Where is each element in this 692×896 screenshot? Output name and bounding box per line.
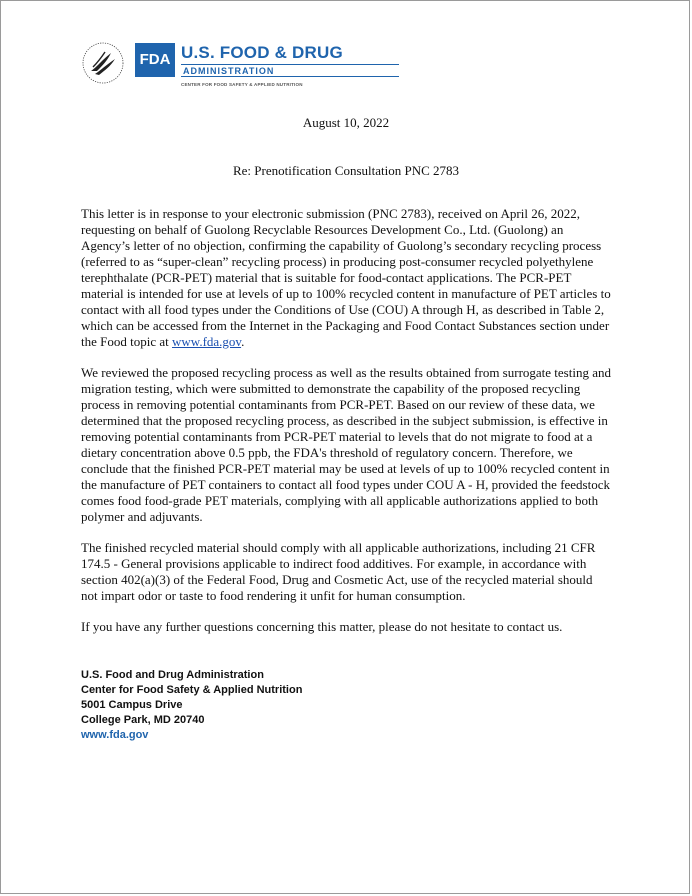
- paragraph-1-end: .: [241, 334, 245, 349]
- signature-website-link[interactable]: www.fda.gov: [81, 729, 149, 741]
- paragraph-4: If you have any further questions concerning this matter, please do not hesitate to contact us.: [81, 619, 563, 634]
- agency-name: U.S. FOOD & DRUG: [181, 43, 343, 62]
- fda-logo: [135, 43, 401, 95]
- signature-line-4: College Park, MD 20740: [81, 714, 205, 726]
- letter-subject: Re: Prenotification Consultation PNC 2783: [232, 163, 460, 178]
- fda-badge: FDA: [135, 43, 175, 77]
- signature-line-1: U.S. Food and Drug Administration: [81, 669, 264, 681]
- fda-website-link[interactable]: www.fda.gov: [172, 334, 242, 349]
- letter-date: August 10, 2022: [302, 115, 390, 130]
- paragraph-1: [81, 206, 611, 350]
- agency-subtitle: ADMINISTRATION: [181, 64, 399, 77]
- signature-line-3: 5001 Campus Drive: [81, 699, 183, 711]
- paragraph-2: We reviewed the proposed recycling process as well as the results obtained from surrogate testing and migration testing, which were submitted to demonstrate the capability of the proposed recycling process in removing potential contaminants from PCR-PET. Based on our review of these data, we determined that the proposed recycling process, as described in the subject submission, is effective in removing potential contaminants from PCR-PET material to levels that do not migrate to food at a dietary concentration above 0.5 ppb, the FDA's threshold of regulatory concern. Therefore, we conclude that the finished PCR-PET material may be used at levels of up to 100% recycled content in the manufacture of PET containers to contact all food types under COU A - H, provided the feedstock comes food food-grade PET materials, complying with all applicable authorizations applied to both polymer and adjuvants.: [81, 365, 611, 524]
- paragraph-3: The finished recycled material should comply with all applicable authorizations, including 21 CFR 174.5 - General provisions applicable to indirect food additives. For example, in accordance with section 402(a)(3) of the Federal Food, Drug and Cosmetic Act, use of the recycled material should not impart odor or taste to food rendering it unfit for human consumption.: [81, 540, 596, 603]
- signature-block: [81, 668, 302, 743]
- center-line: CENTER FOR FOOD SAFETY & APPLIED NUTRITION: [181, 82, 303, 87]
- signature-line-2: Center for Food Safety & Applied Nutrition: [81, 684, 303, 696]
- hhs-eagle-seal-icon: [81, 41, 125, 85]
- paragraph-1-text: This letter is in response to your electronic submission (PNC 2783), received on April 26, 2022, requesting on behalf of Guolong Recyclable Resources Development Co., Ltd. (Guolong) an Agency’s letter of no objection, confirming the capability of Guolong’s secondary recycling process (referred to as “super-clean” recycling process) in producing post-consumer recycled polyethylene terephthalate (PCR-PET) material that is suitable for food-contact applications. The PCR-PET material is intended for use at levels of up to 100% recycled content in manufacture of PET articles to contact with all food types under the Conditions of Use (COU) A through H, as described in Table 2, which can be accessed from the Internet in the Packaging and Food Contact Substances section under the Food topic at: [81, 206, 611, 349]
- letter-body: [81, 206, 611, 650]
